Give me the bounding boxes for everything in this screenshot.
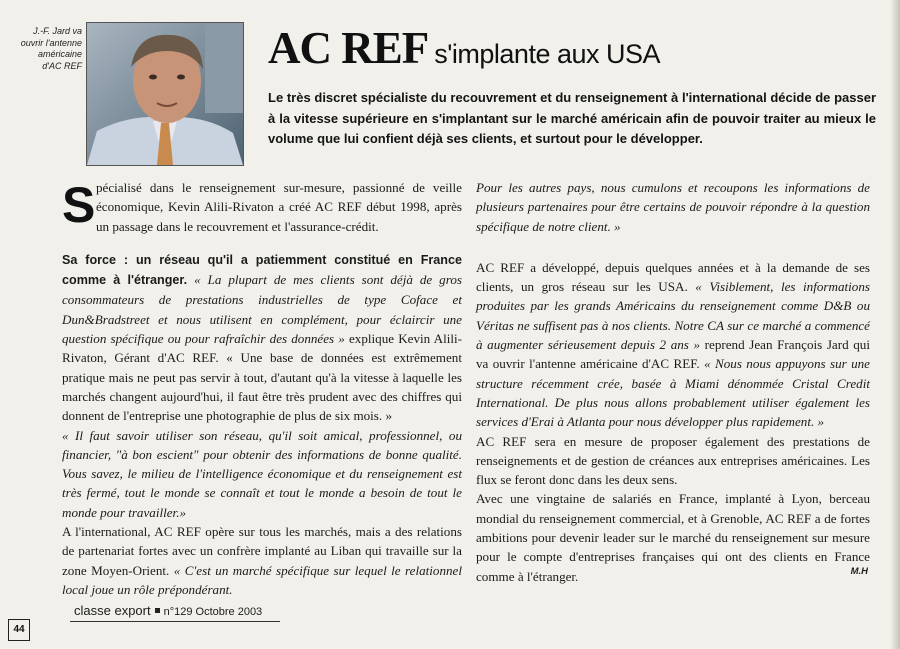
- drop-cap: S: [62, 177, 96, 233]
- body-text: AC REF a développé, depuis quelques années et à la demande de ses clients, un gros réseau sur les USA.: [476, 259, 870, 295]
- separator-square-icon: [155, 608, 160, 613]
- body-text: explique Kevin Alili-Rivaton, Gérant d'AC REF. « Une base de données est extrêmement pratique mais ne peut pas servir à tout, d'autant qu'à la vitesse à laquelle les marchés changent aujourd'hui, il faut être très prudent avec des chiffres qui donnent de l'entreprise une photographie de plus de six mois. »: [62, 331, 462, 424]
- title-brand: AC REF: [268, 23, 429, 73]
- issue-info: n°129 Octobre 2003: [163, 606, 263, 618]
- footer-rule: [70, 621, 280, 622]
- page-number: 44: [8, 619, 30, 641]
- column-right: [476, 178, 870, 586]
- title-rest: s'implante aux USA: [434, 39, 661, 69]
- quote-text: « Nous nous appuyons sur une structure récemment crée, basée à Miami dénommée Cristal Credit International. De plus nous allons probablement utiliser également les services d'Erai à Atlanta pour nous développer plus rapidement. »: [476, 356, 870, 430]
- body-text: AC REF sera en mesure de proposer également des prestations de renseignements et de gestion de créances aux entreprises américaines. Les flux se feront donc dans les deux sens.: [476, 433, 870, 488]
- column-left: [62, 178, 462, 599]
- quote-text: « C'est un marché spécifique sur lequel le relationnel local joue un rôle prépondérant.: [62, 562, 463, 597]
- subhead: Sa force : un réseau qu'il a patiemment constitué en France comme à l'étranger.: [62, 252, 462, 288]
- body-text: reprend Jean François Jard qui va ouvrir l'antenne américaine d'AC REF.: [476, 337, 870, 372]
- intro-text: pécialisé dans le renseignement sur-mesure, passionné de veille économique, Kevin Alili-Rivaton a créé AC REF début 1998, après un passage dans le recouvrement et l'assurance-crédit.: [96, 180, 462, 234]
- quote-paragraph: « Il faut savoir utiliser son réseau, qu'il soit amical, professionnel, ou financier, "à bon escient" pour obtenir des informations de bonne qualité. Vous savez, le milieu de l'intelligence économique et du renseignement est très fermé, tout le monde se connaît et tout le monde a besoin de tout le monde pour travailler.»: [62, 427, 462, 520]
- magazine-name: classe export: [74, 603, 151, 618]
- quote-text: « La plupart de mes clients sont déjà de gros consommateurs de prestations industrielles de type Coface et Dun&Bradstreet et nous utilisent en complément, pour éclaircir une question spécifique ou pour rafraîchir des données »: [62, 272, 462, 347]
- portrait-photo: [86, 22, 244, 166]
- page-edge-shadow: [890, 0, 900, 649]
- footer: [74, 603, 262, 618]
- author-signature: M.H: [850, 566, 868, 577]
- photo-caption: J.-F. Jard va ouvrir l'antenne américaine d'AC REF: [20, 26, 82, 71]
- body-text: Avec une vingtaine de salariés en France, implanté à Lyon, berceau mondial du renseignement commercial, et à Grenoble, AC REF a de fortes ambitions pour devenir leader sur le marché du renseignement sur mesure pour le compte d'entreprises françaises qui ont des clients en France comme à l'étranger.: [476, 491, 870, 584]
- quote-text: « Visiblement, les informations produites par les grands Américains du renseignement comme D&B ou Véritas ne suffisent pas à nos clients. Notre CA sur ce marché a commencé à augmenter sérieusement depuis 2 ans »: [476, 279, 870, 353]
- article-title: [268, 22, 688, 72]
- lead-paragraph: Le très discret spécialiste du recouvrement et du renseignement à l'international décide de passer à la vitesse supérieure en s'implantant sur le marché américain afin de pouvoir traiter au mieux le volume que lui confient déjà ses clients, et surtout pour le développer.: [268, 90, 876, 146]
- quote-paragraph: Pour les autres pays, nous cumulons et recoupons les informations de plusieurs partenaires pour être certains de pouvoir répondre à la question spécifique de notre client. »: [476, 180, 870, 234]
- body-text: A l'international, AC REF opère sur tous les marchés, mais a des relations de partenariat fortes avec un confrère implanté au Liban qui travaille sur la zone Moyen-Orient.: [62, 524, 462, 578]
